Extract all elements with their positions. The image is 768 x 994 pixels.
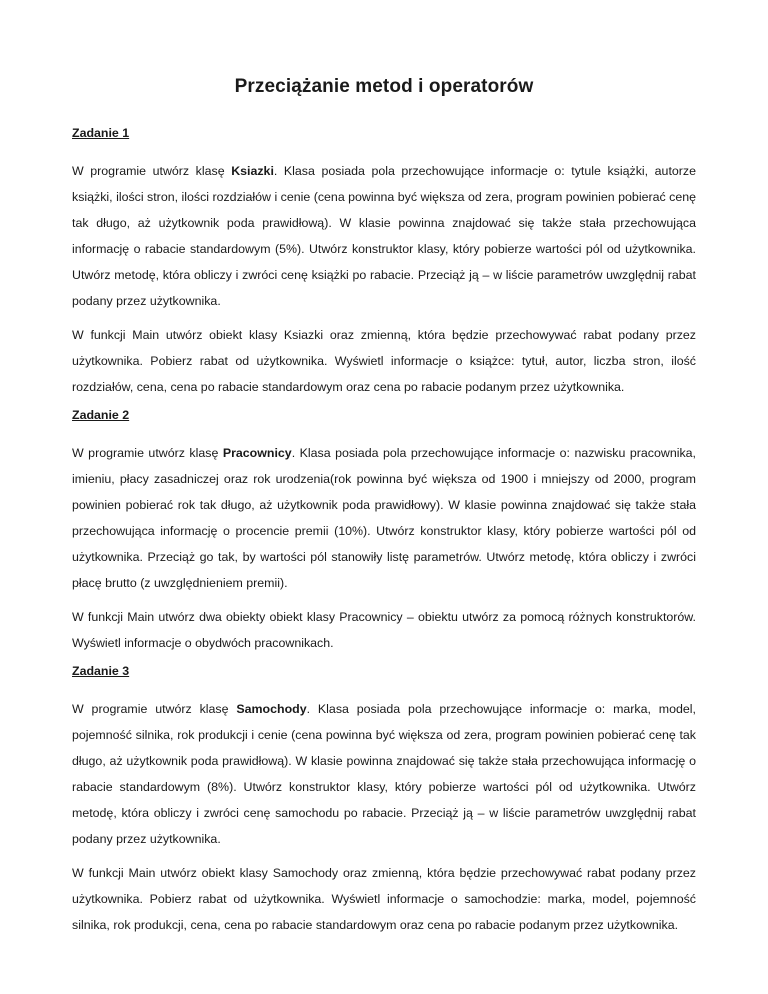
task-description: [72, 158, 696, 314]
task-description: [72, 440, 696, 596]
task-main-description: W funkcji Main utwórz dwa obiekty obiekt klasy Pracownicy – obiektu utwórz za pomocą różnych konstruktorów. Wyświetl informacje o obydwóch pracownikach.: [72, 610, 696, 650]
task-heading: Zadanie 3: [72, 664, 130, 678]
class-name: Pracownicy: [222, 446, 292, 460]
text-run: W programie utwórz klasę: [72, 446, 223, 460]
task-main-description: W funkcji Main utwórz obiekt klasy Ksiazki oraz zmienną, która będzie przechowywać rabat podany przez użytkownika. Pobierz rabat od użytkownika. Wyświetl informacje o książce: tytuł, autor, liczba stron, ilość rozdziałów, cena, cena po rabacie standardowym oraz cena po rabacie podanym przez użytkownika.: [72, 328, 696, 394]
class-name: Samochody: [236, 702, 307, 716]
text-run: . Klasa posiada pola przechowujące informacje o: tytule książki, autorze książki, ilości stron, ilości rozdziałów i cenie (cena powinna być większa od zera, program powinien pobierać cenę tak długo, aż użytkownik poda prawidłową). W klasie powinna znajdować się także stała przechowująca informację o rabacie standardowym (5%). Utwórz konstruktor klasy, który pobierze wartości pól od użytkownika. Utwórz metodę, która obliczy i zwróci cenę książki po rabacie. Przeciąż ją – w liście parametrów uwzględnij rabat podany przez użytkownika.: [72, 164, 696, 308]
task-description: [72, 696, 696, 852]
text-run: W programie utwórz klasę: [72, 702, 237, 716]
text-run: . Klasa posiada pola przechowujące informacje o: nazwisku pracownika, imieniu, płacy zasadniczej oraz rok urodzenia(rok powinna być większa od 1900 i mniejszy od 2000, program powinien pobierać rok tak długo, aż użytkownik poda prawidłowy). W klasie powinna znajdować się także stała przechowująca informację o procencie premii (10%). Utwórz konstruktor klasy, który pobierze wartości pól od użytkownika. Przeciąż go tak, by wartości pól stanowiły listę parametrów. Utwórz metodę, która obliczy i zwróci płacę brutto (z uwzględnieniem premii).: [72, 446, 696, 590]
task-heading: Zadanie 2: [72, 408, 130, 422]
task-section-2: [72, 408, 696, 656]
class-name: Ksiazki: [231, 164, 274, 178]
task-heading: Zadanie 1: [72, 126, 130, 140]
page-title: Przeciążanie metod i operatorów: [234, 76, 534, 97]
text-run: W programie utwórz klasę: [72, 164, 232, 178]
task-section-3: [72, 664, 696, 938]
task-section-1: [72, 126, 696, 400]
task-main-description: W funkcji Main utwórz obiekt klasy Samochody oraz zmienną, która będzie przechowywać rabat podany przez użytkownika. Pobierz rabat od użytkownika. Wyświetl informacje o samochodzie: marka, model, pojemność silnika, rok produkcji, cena, cena po rabacie standardowym oraz cena po rabacie podanym przez użytkownika.: [72, 866, 696, 932]
text-run: . Klasa posiada pola przechowujące informacje o: marka, model, pojemność silnika, rok produkcji i cenie (cena powinna być większa od zera, program powinien pobierać cenę tak długo, aż użytkownik poda prawidłową). W klasie powinna znajdować się także stała przechowująca informację o rabacie standardowym (8%). Utwórz konstruktor klasy, który pobierze wartości pól od użytkownika. Utwórz metodę, która obliczy i zwróci cenę samochodu po rabacie. Przeciąż ją – w liście parametrów uwzględnij rabat podany przez użytkownika.: [72, 702, 696, 846]
